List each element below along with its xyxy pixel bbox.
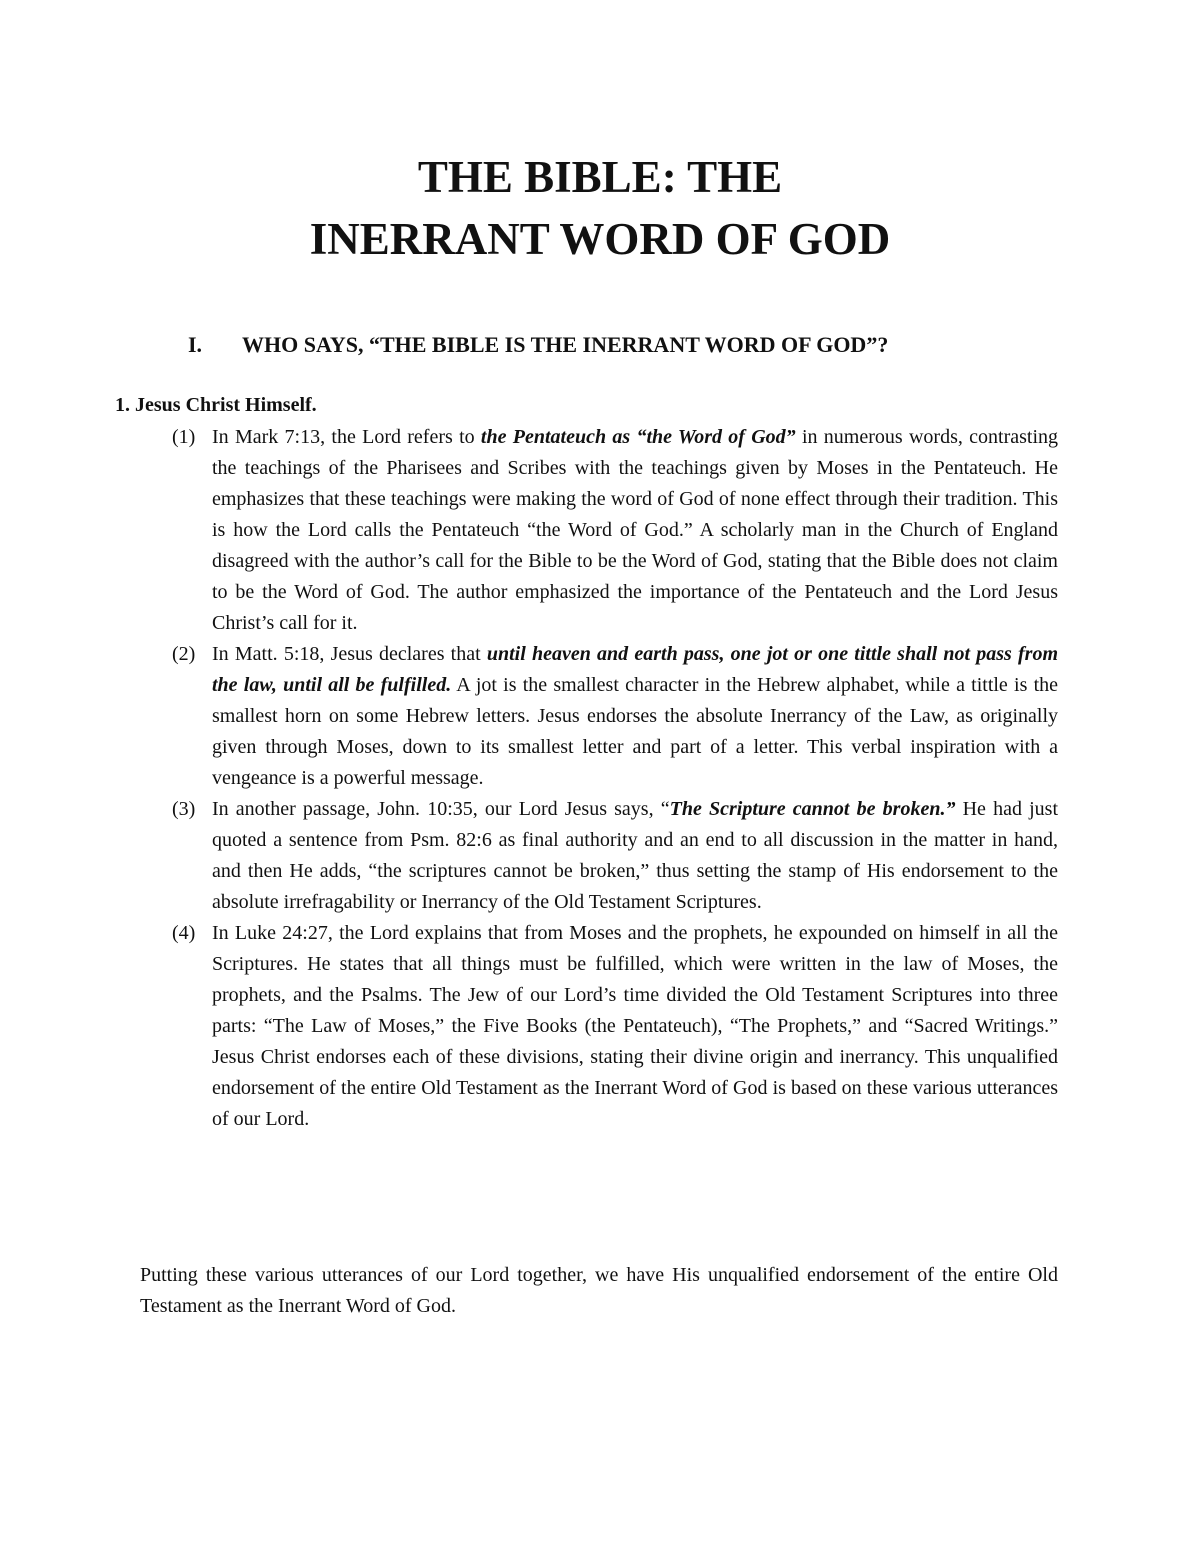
list-item — [172, 918, 1058, 1135]
list-item-number: (2) — [172, 643, 196, 665]
list-item — [172, 794, 1058, 918]
closing-paragraph: Putting these various utterances of our Lord together, we have His unqualified endorsement of the entire Old Testament as the Inerrant Word of God. — [140, 1264, 1058, 1317]
list-item-text-continued: He had just quoted a sentence from Psm. 82:6 as final authority and an end to all discussion in the matter in hand, and then He adds, “the scriptures cannot be broken,” thus setting the stamp of His endorsement to the absolute irrefragability or Inerrancy of the Old Testament Scriptures. — [212, 798, 1058, 913]
list-item-emphasis: until heaven and earth pass, one jot or one tittle shall not pass from the law, until all be fulfilled. — [212, 643, 1058, 696]
list-item — [172, 639, 1058, 794]
numbered-list — [172, 422, 1058, 1135]
list-item-text-continued: in numerous words, contrasting the teachings of the Pharisees and Scribes with the teachings given by Moses in the Pentateuch. He emphasizes that these teachings were making the word of God of none effect through their tradition. This is how the Lord calls the Pentateuch “the Word of God.” A scholarly man in the Church of England disagreed with the author’s call for the Bible to be the Word of God, stating that the Bible does not claim to be the Word of God. The author emphasized the importance of the Pentateuch and the Lord Jesus Christ’s call for it. — [212, 426, 1059, 634]
list-item-text: In Mark 7:13, the Lord refers to — [212, 426, 481, 448]
list-item-number: (3) — [172, 798, 196, 820]
subsection-heading: 1. Jesus Christ Himself. — [115, 394, 317, 416]
list-item-emphasis: the Pentateuch as “the Word of God” — [480, 426, 796, 448]
list-item-emphasis: The Scripture cannot be broken.” — [669, 798, 956, 820]
document-title — [0, 146, 1200, 270]
section-numeral: I. — [188, 332, 203, 357]
title-line-1: THE BIBLE: THE — [417, 152, 783, 202]
list-item-number: (4) — [172, 922, 196, 944]
list-item-text: In Matt. 5:18, Jesus declares that — [212, 643, 487, 665]
list-item-text: In Luke 24:27, the Lord explains that from Moses and the prophets, he expounded on himself in all the Scriptures. He states that all things must be fulfilled, which were written in the law of Moses, the prophets, and the Psalms. The Jew of our Lord’s time divided the Old Testament Scriptures into three parts: “The Law of Moses,” the Five Books (the Pentateuch), “The Prophets,” and “Sacred Writings.” Jesus Christ endorses each of these divisions, stating their divine origin and inerrancy. This unqualified endorsement of the entire Old Testament as the Inerrant Word of God is based on these various utterances of our Lord. — [212, 922, 1058, 1130]
section-heading — [188, 332, 888, 358]
list-item-text-continued: A jot is the smallest character in the Hebrew alphabet, while a tittle is the smallest horn on some Hebrew letters. Jesus endorses the absolute Inerrancy of the Law, as originally given through Moses, down to its smallest letter and part of a letter. This verbal inspiration with a vengeance is a powerful message. — [212, 674, 1058, 789]
list-item-number: (1) — [172, 426, 196, 448]
section-heading-text: WHO SAYS, “THE BIBLE IS THE INERRANT WORD OF GOD”? — [242, 332, 889, 357]
list-item-text: In another passage, John. 10:35, our Lord Jesus says, “ — [212, 798, 670, 820]
list-item — [172, 422, 1058, 639]
title-line-2: INERRANT WORD OF GOD — [309, 214, 891, 264]
